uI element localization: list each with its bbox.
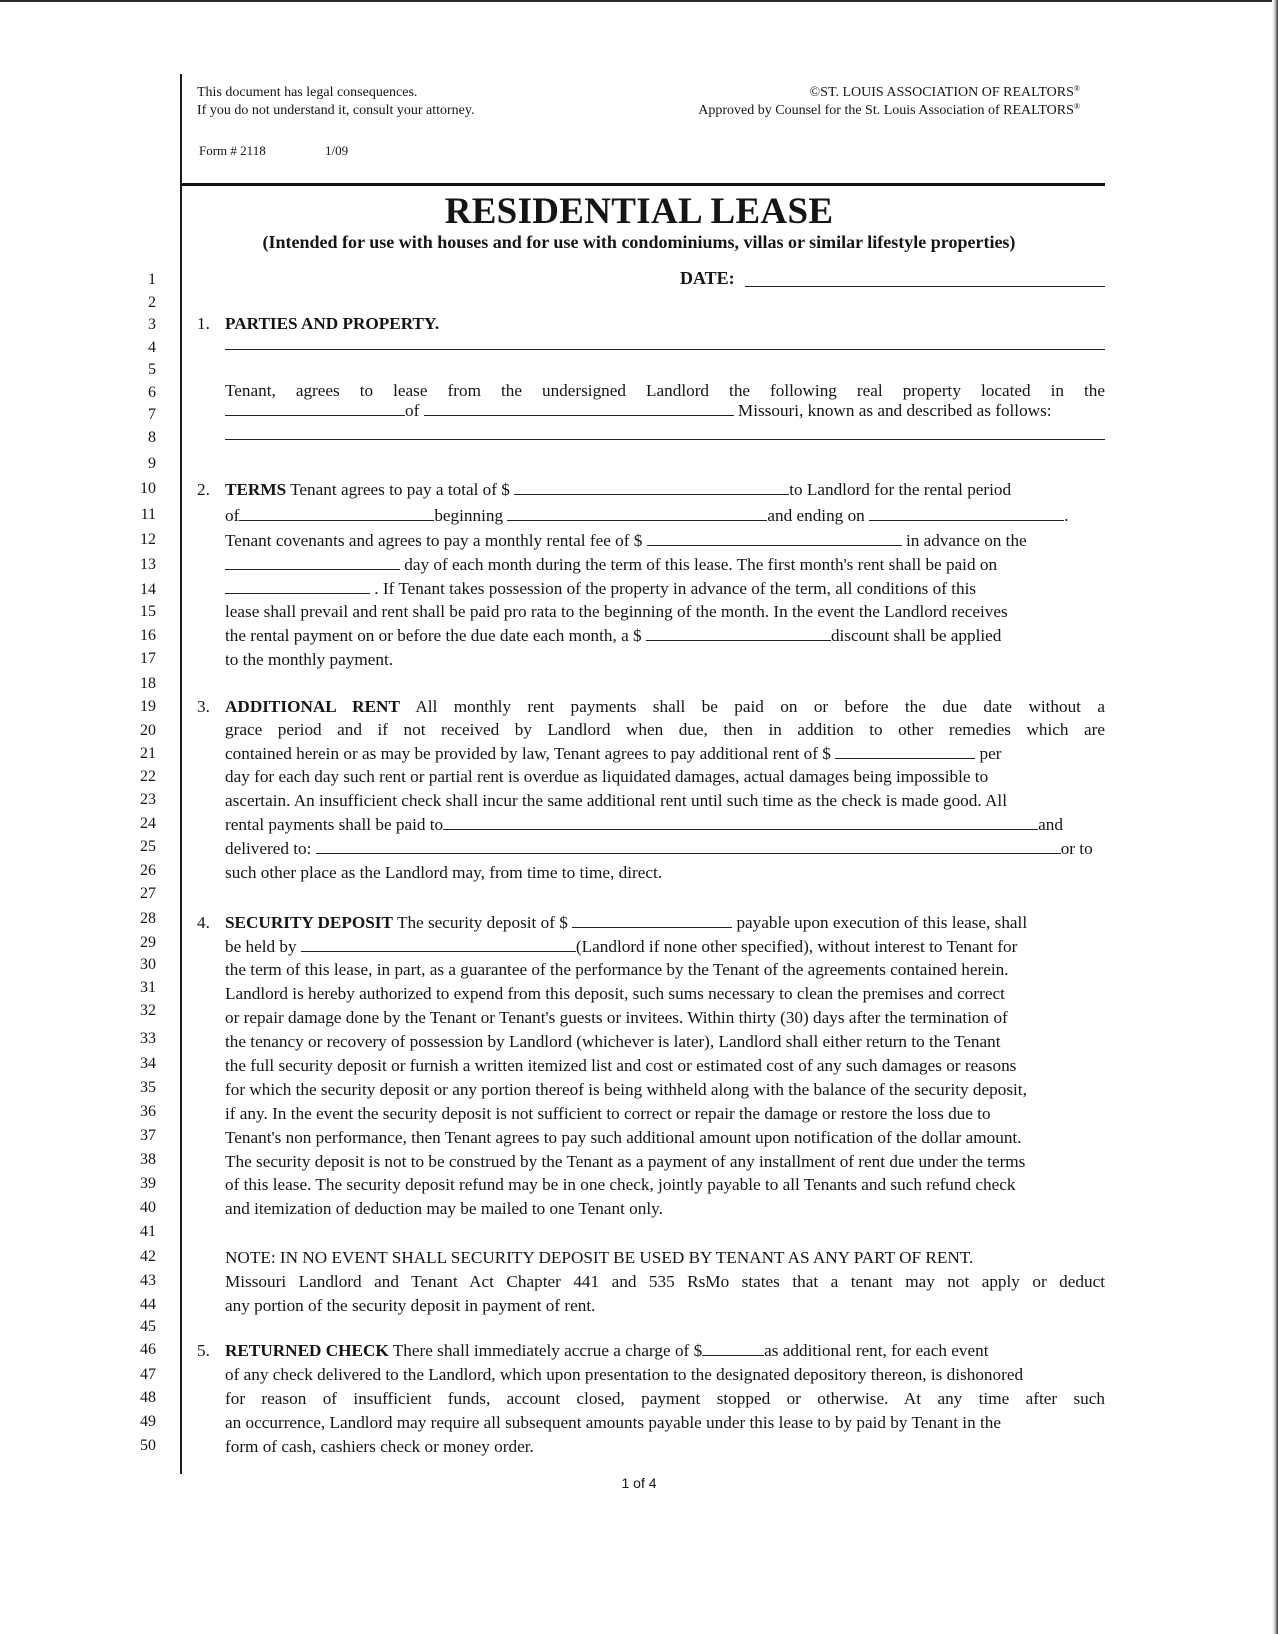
section-4-line-28: SECURITY DEPOSIT The security deposit of $ payable upon execution of this lease, shall [225,913,1028,932]
deposit-holder-field[interactable] [301,936,576,952]
line-number: 22 [140,768,156,785]
section-3-line-24: rental payments shall be paid to and [225,815,1063,834]
line-number: 18 [140,675,156,692]
section-2-line-10: TERMS Tenant agrees to pay a total of $ to Landlord for the rental period [225,480,1012,499]
section-1-line-7: of Missouri, known as and described as follows: [225,399,1105,423]
registered-mark-2: ® [1073,102,1080,111]
section-1-line-6: Tenant, agrees to lease from the undersigned Landlord the following real property located in the [225,381,1105,400]
section-2-line-17: to the monthly payment. [225,650,394,669]
line-number: 35 [140,1079,156,1096]
section-4-line-36: if any. In the event the security deposit is not sufficient to correct or repair the damage or restore the loss due to [225,1104,991,1123]
registered-mark-1: ® [1073,84,1080,93]
section-4-note-line-42: NOTE: IN NO EVENT SHALL SECURITY DEPOSIT BE USED BY TENANT AS ANY PART OF RENT. [225,1248,974,1267]
line-number: 10 [140,480,156,497]
line-number: 40 [140,1199,156,1216]
section-2-number: 2. [197,480,210,499]
section-2-line-11: of beginning and ending on . [225,506,1069,525]
delivery-address-field[interactable] [316,838,1061,854]
section-4-line-40: and itemization of deduction may be mailed to one Tenant only. [225,1199,663,1218]
line-number: 26 [140,862,156,879]
section-2-line-14: . If Tenant takes possession of the property in advance of the term, all conditions of this [225,577,1105,601]
section-2-line-13: day of each month during the term of this lease. The first month's rent shall be paid on [225,553,1105,577]
monthly-rent-field[interactable] [647,530,902,546]
line-number: 3 [148,316,156,333]
property-description-field[interactable] [225,439,1105,440]
line-number: 31 [140,979,156,996]
line-number: 4 [148,339,156,356]
copyright-line-2: Approved by Counsel for the St. Louis Association of REALTORS [698,103,1074,118]
line-number: 42 [140,1248,156,1265]
line-number: 23 [140,791,156,808]
section-2-line-16: the rental payment on or before the due date each month, a $ discount shall be applied [225,626,1002,645]
date-field[interactable] [745,286,1105,287]
line-number: 24 [140,815,156,832]
line-number: 8 [148,429,156,446]
line-number: 11 [140,506,156,523]
line-number: 33 [140,1030,156,1047]
city-county-field[interactable] [225,400,405,416]
section-3-line-22: day for each day such rent or partial rent is overdue as liquidated damages, actual damages being impossible to [225,767,989,786]
line-number: 48 [140,1389,156,1406]
section-3-number: 3. [197,697,210,716]
line-number: 32 [140,1002,156,1019]
section-5-line-49: an occurrence, Landlord may require all subsequent amounts payable under this lease to by paid by Tenant in the [225,1413,1001,1432]
end-date-field[interactable] [869,505,1064,521]
date-label: DATE: [680,268,735,288]
section-4-line-35: for which the security deposit or any portion thereof is being withheld along with the balance of the security deposit, [225,1080,1027,1099]
line-number: 46 [140,1341,156,1358]
copyright-line-1: ©ST. LOUIS ASSOCIATION OF REALTORS [809,85,1074,100]
line-number: 29 [140,934,156,951]
section-2-heading: TERMS [225,480,287,499]
section-5-line-46: RETURNED CHECK There shall immediately accrue a charge of $ as additional rent, for each event [225,1341,989,1360]
line-number: 7 [148,406,156,423]
section-5-line-48: for reason of insufficient funds, account closed, payment stopped or otherwise. At any time after such [225,1389,1105,1408]
payee-field[interactable] [443,814,1038,830]
section-3-line-21: contained herein or as may be provided by law, Tenant agrees to pay additional rent of $ per [225,744,1002,763]
section-3-line-20: grace period and if not received by Landlord when due, then in addition to other remedies which are [225,720,1105,739]
discount-field[interactable] [646,625,831,641]
form-revision-date: 1/09 [325,143,349,158]
legal-notice-line-2: If you do not understand it, consult your attorney. [197,103,475,118]
line-number: 27 [140,885,156,902]
section-1-heading: PARTIES AND PROPERTY. [225,314,440,333]
line-number: 49 [140,1413,156,1430]
line-number: 1 [148,271,156,288]
line-number: 47 [140,1366,156,1383]
line-number: 9 [148,455,156,472]
section-4-line-38: The security deposit is not to be construed by the Tenant as a payment of any installment of rent due under the terms [225,1152,1026,1171]
section-4-number: 4. [197,913,210,932]
first-rent-date-field[interactable] [225,578,370,594]
security-deposit-field[interactable] [572,912,732,928]
margin-rule [180,74,182,1474]
due-day-field[interactable] [225,554,400,570]
section-5-number: 5. [197,1341,210,1360]
total-rent-field[interactable] [514,479,789,495]
form-number: Form # 2118 [199,143,266,158]
section-2-line-12: Tenant covenants and agrees to pay a monthly rental fee of $ in advance on the [225,531,1027,550]
line-number: 43 [140,1272,156,1289]
section-3-line-25: delivered to: or to [225,839,1093,858]
section-4-line-32: or repair damage done by the Tenant or Tenant's guests or invitees. Within thirty (30) days after the termination of [225,1008,1008,1027]
line-number: 14 [140,581,156,598]
line-number: 39 [140,1175,156,1192]
legal-notice-line-1: This document has legal consequences. [197,85,418,100]
line-number: 5 [148,361,156,378]
section-5-line-50: form of cash, cashiers check or money order. [225,1437,534,1456]
line-number: 20 [140,722,156,739]
line-number: 15 [140,603,156,620]
section-4-line-30: the term of this lease, in part, as a guarantee of the performance by the Tenant of the agreements contained herein. [225,960,1009,979]
line-number: 30 [140,956,156,973]
line-number: 37 [140,1127,156,1144]
returned-check-fee-field[interactable] [702,1340,764,1356]
scan-edge-top [0,0,1278,2]
section-4-line-33: the tenancy or recovery of possession by Landlord (whichever is later), Landlord shall either return to the Tenant [225,1032,1001,1051]
line-number: 34 [140,1055,156,1072]
line-number: 25 [140,838,156,855]
additional-rent-field[interactable] [835,743,975,759]
begin-date-field[interactable] [507,505,767,521]
section-2-line-15: lease shall prevail and rent shall be paid pro rata to the beginning of the month. In the event the Landlord receives [225,602,1008,621]
line-number: 19 [140,698,156,715]
rental-period-field[interactable] [239,505,434,521]
line-number: 13 [140,556,156,573]
line-number: 45 [140,1318,156,1335]
legal-notice [197,84,474,120]
document-title: RESIDENTIAL LEASE [444,191,834,232]
header-rule [180,183,1105,186]
section-5-heading: RETURNED CHECK [225,1341,389,1360]
section-5-line-47: of any check delivered to the Landlord, which upon presentation to the designated depository thereon, is dishonored [225,1365,1024,1384]
section-4-line-34: the full security deposit or furnish a written itemized list and cost or estimated cost of any such damages or reasons [225,1056,1017,1075]
line-number: 16 [140,627,156,644]
section-4-line-37: Tenant's non performance, then Tenant agrees to pay such additional amount upon notification of the dollar amount. [225,1128,1022,1147]
line-number: 17 [140,650,156,667]
parties-field[interactable] [225,349,1105,350]
line-number: 50 [140,1437,156,1454]
section-3-line-26: such other place as the Landlord may, from time to time, direct. [225,863,663,882]
section-4-note-line-44: any portion of the security deposit in payment of rent. [225,1296,596,1315]
section-3-line-19: ADDITIONAL RENT All monthly rent payments shall be paid on or before the due date without a [225,697,1105,716]
line-number: 41 [140,1223,156,1240]
line-number: 36 [140,1103,156,1120]
line-number: 2 [148,294,156,311]
line-number: 6 [148,384,156,401]
line-number: 38 [140,1151,156,1168]
section-4-heading: SECURITY DEPOSIT [225,913,393,932]
section-1-number: 1. [197,314,210,333]
line-number: 28 [140,910,156,927]
section-4-note-line-43: Missouri Landlord and Tenant Act Chapter 441 and 535 RsMo states that a tenant may not apply or deduct [225,1272,1105,1291]
section-4-line-31: Landlord is hereby authorized to expend from this deposit, such sums necessary to clean the premises and correct [225,984,1005,1003]
section-4-line-39: of this lease. The security deposit refund may be in one check, jointly payable to all Tenants and such refund check [225,1175,1016,1194]
line-number: 21 [140,745,156,762]
county-field[interactable] [424,400,734,416]
copyright-notice [620,84,1080,120]
section-3-line-23: ascertain. An insufficient check shall incur the same additional rent until such time as the check is made good. All [225,791,1007,810]
section-3-heading: ADDITIONAL RENT [225,697,400,716]
page-number: 1 of 4 [621,1475,657,1491]
line-number: 12 [140,531,156,548]
document-subtitle: (Intended for use with houses and for use with condominiums, villas or similar lifestyle properties) [262,232,1016,252]
section-4-line-29: be held by (Landlord if none other specified), without interest to Tenant for [225,937,1018,956]
line-number: 44 [140,1296,156,1313]
